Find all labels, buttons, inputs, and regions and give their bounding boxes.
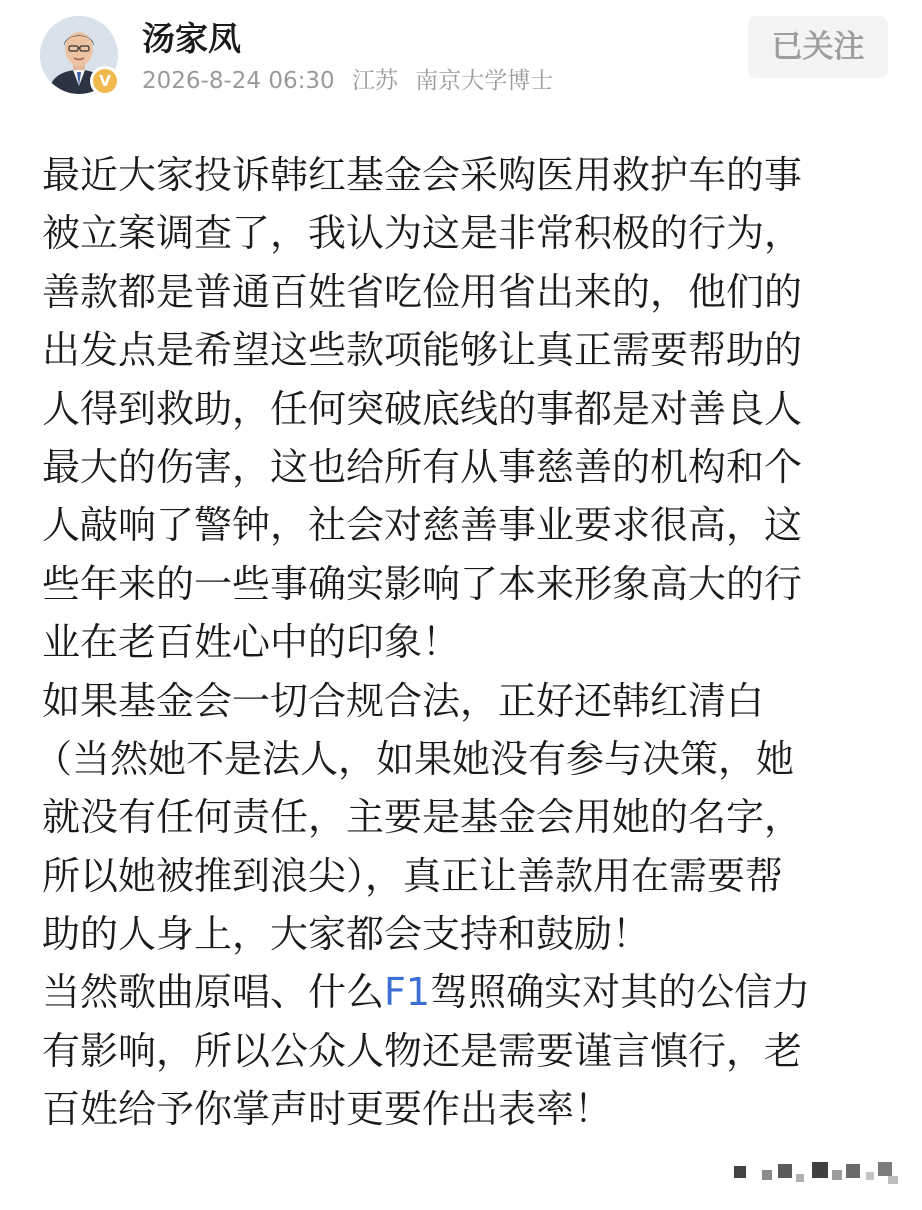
- post-header: [0, 0, 922, 120]
- post-body: [34, 146, 882, 1139]
- post-line: （当然她不是法人，如果她没有参与决策，她: [34, 736, 795, 781]
- following-button[interactable]: 已关注: [748, 16, 888, 78]
- post-line: 业在老百姓心中的印象！: [42, 620, 461, 665]
- post-timestamp: 2026-8-24 06:30: [142, 68, 335, 94]
- post-line: 善款都是普通百姓省吃俭用省出来的，他们的: [42, 269, 803, 314]
- post-line: 被立案调查了，我认为这是非常积极的行为，: [42, 211, 803, 256]
- post-line: 有影响，所以公众人物还是需要谨言慎行，老: [42, 1028, 803, 1073]
- post-text: 驾照确实对其的公信力: [430, 970, 811, 1015]
- post-line: 出发点是希望这些款项能够让真正需要帮助的: [42, 328, 803, 373]
- post-line: 助的人身上，大家都会支持和鼓励！: [42, 912, 651, 957]
- verified-badge-icon: V: [90, 66, 120, 96]
- post-line: 人敲响了警钟，社会对慈善事业要求很高，这: [42, 503, 803, 548]
- post-line: 些年来的一些事确实影响了本来形象高大的行: [42, 561, 803, 606]
- highlighted-term[interactable]: F1: [384, 970, 431, 1015]
- post-line: 最大的伤害，这也给所有从事慈善的机构和个: [42, 444, 803, 489]
- post-line-f1: [42, 963, 882, 1021]
- post-line: 最近大家投诉韩红基金会采购医用救护车的事: [42, 153, 803, 197]
- author-title: 南京大学博士: [415, 68, 554, 94]
- post-line: 百姓给予你掌声时更要作出表率！: [42, 1087, 613, 1132]
- post-line: 所以她被推到浪尖），真正让善款用在需要帮: [42, 853, 784, 898]
- post-line: 人得到救助，任何突破底线的事都是对善良人: [42, 386, 803, 431]
- post-line: 就没有任何责任，主要是基金会用她的名字，: [42, 795, 803, 840]
- post-line: 如果基金会一切合规合法，正好还韩红清白: [42, 678, 765, 723]
- post-meta: [142, 64, 553, 98]
- author-name[interactable]: 汤家凤: [142, 19, 241, 58]
- post-location: 江苏: [351, 68, 398, 94]
- watermark-mosaic-icon: [734, 1160, 900, 1188]
- post-text: 当然歌曲原唱、什么: [42, 970, 385, 1015]
